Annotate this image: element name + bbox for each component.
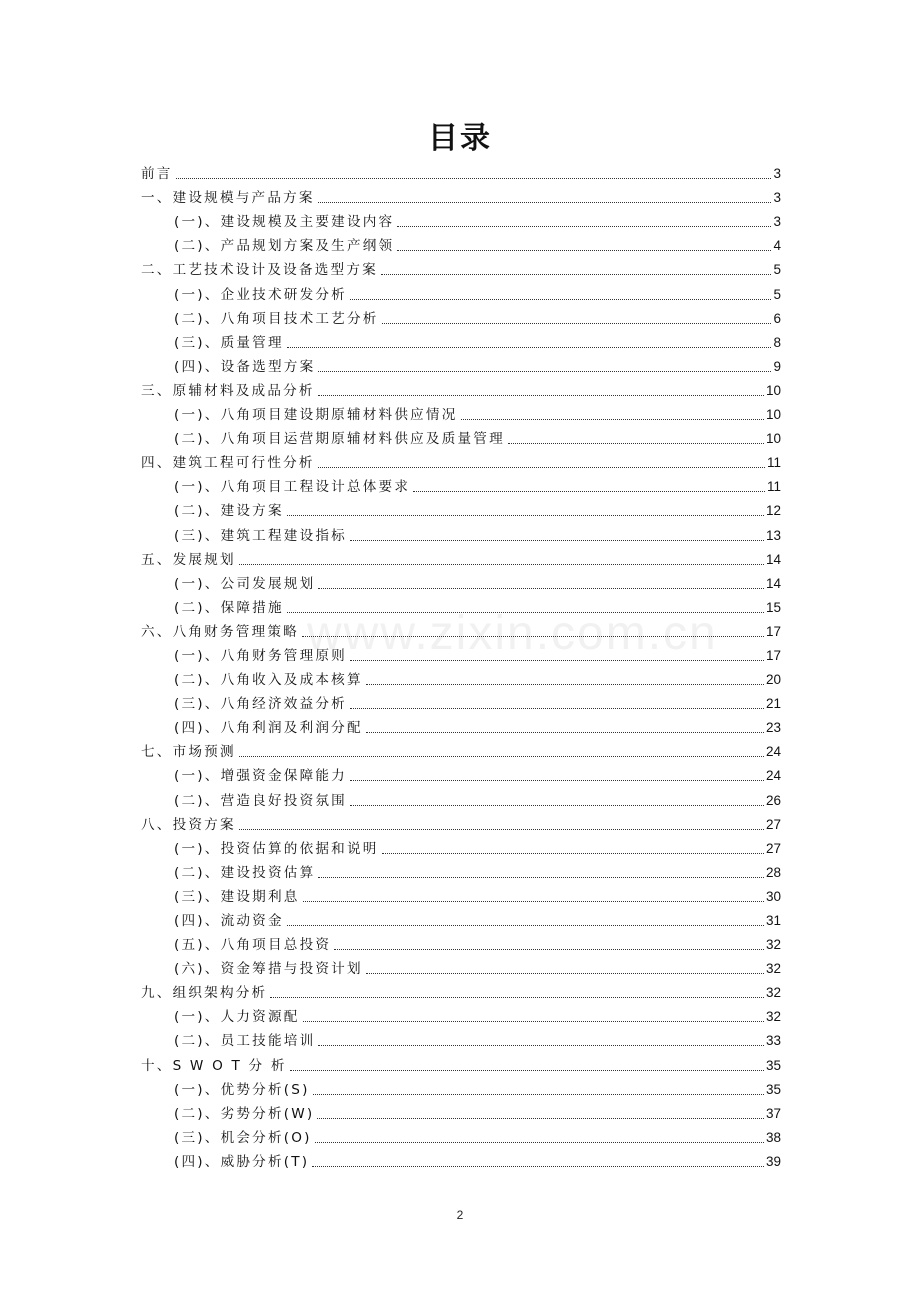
toc-entry-page: 14 xyxy=(765,551,781,567)
toc-entry[interactable] xyxy=(141,931,781,955)
toc-entry[interactable] xyxy=(141,859,781,883)
toc-entry-title: (二)、产品规划方案及生产纲领 xyxy=(174,238,395,255)
toc-entry-page: 27 xyxy=(765,840,781,856)
toc-dot-leader xyxy=(287,924,764,926)
toc-entry-title: (二)、营造良好投资氛围 xyxy=(174,792,347,809)
toc-entry[interactable] xyxy=(141,449,781,473)
toc-dot-leader xyxy=(239,563,764,565)
toc-entry[interactable] xyxy=(141,714,781,738)
toc-entry-page: 35 xyxy=(765,1057,781,1073)
toc-entry[interactable] xyxy=(141,690,781,714)
toc-dot-leader xyxy=(366,683,764,685)
watermark: www.zixin.com.cn xyxy=(307,607,718,660)
toc-entry[interactable] xyxy=(141,280,781,304)
toc-entry[interactable] xyxy=(141,642,781,666)
toc-entry-page: 3 xyxy=(773,166,781,182)
toc-entry-title: (二)、员工技能培训 xyxy=(174,1033,316,1050)
table-of-contents xyxy=(141,160,781,1172)
toc-entry-title: 二、工艺技术设计及设备选型方案 xyxy=(141,262,378,279)
toc-entry-title: (四)、流动资金 xyxy=(174,913,284,929)
page-title: 目录 xyxy=(428,121,492,156)
toc-entry[interactable] xyxy=(141,256,781,280)
toc-entry-title: (二)、八角项目技术工艺分析 xyxy=(174,310,379,327)
toc-entry-page: 33 xyxy=(765,1033,781,1049)
toc-entry[interactable] xyxy=(141,594,781,618)
toc-entry-page: 32 xyxy=(765,985,781,1001)
toc-entry[interactable] xyxy=(141,883,781,907)
toc-entry[interactable] xyxy=(141,1076,781,1100)
toc-dot-leader xyxy=(290,1069,764,1071)
toc-entry-page: 32 xyxy=(765,961,781,977)
toc-entry-page: 32 xyxy=(765,1009,781,1025)
toc-entry[interactable] xyxy=(141,570,781,594)
toc-entry-page: 15 xyxy=(765,599,781,615)
toc-entry-title: (二)、建设方案 xyxy=(174,503,284,520)
toc-dot-leader xyxy=(350,298,772,300)
toc-entry-page: 20 xyxy=(765,672,781,688)
toc-entry-title: (一)、八角项目建设期原辅材料供应情况 xyxy=(174,407,458,424)
toc-dot-leader xyxy=(318,466,765,468)
toc-dot-leader xyxy=(350,659,764,661)
toc-entry-title: (一)、八角项目工程设计总体要求 xyxy=(174,479,411,496)
toc-entry[interactable] xyxy=(141,232,781,256)
toc-dot-leader xyxy=(176,177,772,179)
toc-entry-page: 8 xyxy=(773,334,781,350)
toc-entry[interactable] xyxy=(141,979,781,1003)
toc-entry-page: 10 xyxy=(765,431,781,447)
toc-entry[interactable] xyxy=(141,1003,781,1027)
toc-entry-page: 6 xyxy=(773,310,781,326)
toc-entry-page: 27 xyxy=(765,816,781,832)
toc-entry[interactable] xyxy=(141,377,781,401)
toc-entry[interactable] xyxy=(141,208,781,232)
toc-entry-title: (一)、八角财务管理原则 xyxy=(174,647,347,664)
toc-dot-leader xyxy=(334,948,764,950)
page-number: 2 xyxy=(456,1208,464,1222)
toc-dot-leader xyxy=(366,972,764,974)
toc-entry-page: 38 xyxy=(765,1129,781,1145)
toc-entry-title: (三)、八角经济效益分析 xyxy=(174,696,347,713)
toc-dot-leader xyxy=(312,1165,764,1167)
toc-entry-title: (四)、威胁分析(T) xyxy=(174,1153,310,1170)
toc-entry[interactable] xyxy=(141,786,781,810)
toc-entry[interactable] xyxy=(141,1027,781,1051)
toc-entry-title: 六、八角财务管理策略 xyxy=(141,623,299,640)
toc-entry-title: 四、建筑工程可行性分析 xyxy=(141,455,315,472)
toc-entry-page: 5 xyxy=(773,262,781,278)
toc-dot-leader xyxy=(287,611,764,613)
toc-entry-title: (二)、建设投资估算 xyxy=(174,864,316,881)
toc-dot-leader xyxy=(318,394,764,396)
toc-dot-leader xyxy=(350,779,764,781)
toc-dot-leader xyxy=(303,900,764,902)
toc-entry-title: 九、组织架构分析 xyxy=(141,985,268,1002)
toc-dot-leader xyxy=(382,322,772,324)
toc-entry[interactable] xyxy=(141,305,781,329)
toc-entry-title: 一、建设规模与产品方案 xyxy=(141,190,315,207)
toc-entry-page: 21 xyxy=(765,696,781,712)
toc-dot-leader xyxy=(350,539,764,541)
toc-entry[interactable] xyxy=(141,546,781,570)
toc-entry-page: 9 xyxy=(773,358,781,374)
toc-entry[interactable] xyxy=(141,497,781,521)
toc-dot-leader xyxy=(239,828,764,830)
toc-entry-page: 24 xyxy=(765,768,781,784)
toc-entry-page: 30 xyxy=(765,888,781,904)
toc-entry-page: 13 xyxy=(765,527,781,543)
toc-entry-title: (二)、八角项目运营期原辅材料供应及质量管理 xyxy=(174,431,505,448)
toc-entry[interactable] xyxy=(141,1051,781,1075)
toc-dot-leader xyxy=(239,755,764,757)
toc-dot-leader xyxy=(302,635,764,637)
toc-entry-page: 3 xyxy=(773,214,781,230)
toc-entry[interactable] xyxy=(141,353,781,377)
toc-dot-leader xyxy=(318,876,764,878)
toc-entry-title: (三)、质量管理 xyxy=(174,334,284,351)
toc-dot-leader xyxy=(381,273,772,275)
toc-dot-leader xyxy=(413,490,765,492)
toc-entry-page: 32 xyxy=(765,937,781,953)
toc-dot-leader xyxy=(382,852,764,854)
toc-entry[interactable] xyxy=(141,738,781,762)
toc-entry[interactable] xyxy=(141,521,781,545)
toc-entry-title: (二)、劣势分析(W) xyxy=(174,1105,315,1122)
toc-entry-page: 28 xyxy=(765,864,781,880)
toc-entry-title: (一)、增强资金保障能力 xyxy=(174,768,347,785)
toc-entry[interactable] xyxy=(141,955,781,979)
toc-dot-leader xyxy=(366,731,764,733)
toc-entry[interactable] xyxy=(141,401,781,425)
toc-entry-title: 三、原辅材料及成品分析 xyxy=(141,382,315,399)
toc-entry-title: (一)、人力资源配 xyxy=(174,1009,300,1026)
toc-entry[interactable] xyxy=(141,329,781,353)
toc-entry[interactable] xyxy=(141,835,781,859)
toc-dot-leader xyxy=(350,804,764,806)
toc-dot-leader xyxy=(318,587,764,589)
toc-entry-page: 5 xyxy=(773,286,781,302)
toc-entry-title: (四)、八角利润及利润分配 xyxy=(174,720,363,737)
toc-entry-title: (三)、建设期利息 xyxy=(174,888,300,905)
toc-entry-title: (一)、优势分析(S) xyxy=(174,1081,310,1098)
toc-entry-page: 23 xyxy=(765,720,781,736)
toc-entry[interactable] xyxy=(141,666,781,690)
toc-entry-title: 五、发展规划 xyxy=(141,551,236,568)
toc-entry-page: 37 xyxy=(765,1105,781,1121)
toc-entry[interactable] xyxy=(141,1148,781,1172)
toc-dot-leader xyxy=(318,201,772,203)
toc-dot-leader xyxy=(303,1020,764,1022)
toc-entry-page: 14 xyxy=(765,575,781,591)
toc-entry-page: 31 xyxy=(765,913,781,928)
toc-entry-title: (四)、设备选型方案 xyxy=(174,358,316,375)
toc-entry[interactable] xyxy=(141,160,781,184)
toc-entry-title: (一)、投资估算的依据和说明 xyxy=(174,840,379,857)
toc-entry[interactable] xyxy=(141,473,781,497)
toc-entry-page: 39 xyxy=(765,1153,781,1169)
toc-entry-title: (一)、公司发展规划 xyxy=(174,575,316,592)
toc-entry-title: (二)、保障措施 xyxy=(174,599,284,616)
toc-entry[interactable] xyxy=(141,1100,781,1124)
toc-entry-title: (六)、资金筹措与投资计划 xyxy=(174,961,363,978)
toc-entry-title: (三)、机会分析(O) xyxy=(174,1129,312,1146)
toc-dot-leader xyxy=(461,418,764,420)
toc-entry[interactable] xyxy=(141,184,781,208)
toc-entry-page: 11 xyxy=(766,455,781,471)
toc-entry-title: 前言 xyxy=(141,166,173,183)
toc-entry-page: 3 xyxy=(773,190,781,206)
toc-entry[interactable] xyxy=(141,1124,781,1148)
toc-dot-leader xyxy=(397,249,771,251)
toc-entry-title: 十、S W O T 分 析 xyxy=(141,1057,287,1074)
toc-entry-page: 4 xyxy=(773,238,781,254)
toc-entry[interactable] xyxy=(141,811,781,835)
toc-entry-title: 八、投资方案 xyxy=(141,816,236,833)
toc-entry-title: (三)、建筑工程建设指标 xyxy=(174,527,347,544)
toc-entry-page: 26 xyxy=(765,792,781,808)
toc-entry[interactable] xyxy=(141,907,781,931)
toc-dot-leader xyxy=(318,1044,764,1046)
toc-entry-page: 24 xyxy=(765,744,781,760)
toc-entry-page: 17 xyxy=(765,623,781,639)
toc-entry-title: (一)、建设规模及主要建设内容 xyxy=(174,214,395,231)
toc-dot-leader xyxy=(287,346,772,348)
toc-dot-leader xyxy=(397,225,771,227)
toc-dot-leader xyxy=(270,996,764,998)
toc-entry-page: 35 xyxy=(765,1081,781,1097)
toc-entry-title: 七、市场预测 xyxy=(141,744,236,761)
toc-dot-leader xyxy=(318,370,771,372)
toc-entry-title: (五)、八角项目总投资 xyxy=(174,937,332,954)
toc-entry[interactable] xyxy=(141,618,781,642)
toc-entry-page: 12 xyxy=(765,503,781,519)
toc-dot-leader xyxy=(317,1117,764,1119)
toc-dot-leader xyxy=(313,1093,764,1095)
toc-entry-page: 10 xyxy=(765,407,781,423)
toc-entry-title: (一)、企业技术研发分析 xyxy=(174,286,347,303)
toc-entry[interactable] xyxy=(141,425,781,449)
toc-entry[interactable] xyxy=(141,762,781,786)
toc-entry-page: 10 xyxy=(765,382,781,398)
toc-entry-page: 17 xyxy=(765,647,781,663)
toc-dot-leader xyxy=(315,1141,764,1143)
toc-entry-page: 11 xyxy=(766,479,781,495)
toc-dot-leader xyxy=(350,707,764,709)
toc-dot-leader xyxy=(287,514,764,516)
toc-dot-leader xyxy=(508,442,764,444)
toc-entry-title: (二)、八角收入及成本核算 xyxy=(174,672,363,689)
